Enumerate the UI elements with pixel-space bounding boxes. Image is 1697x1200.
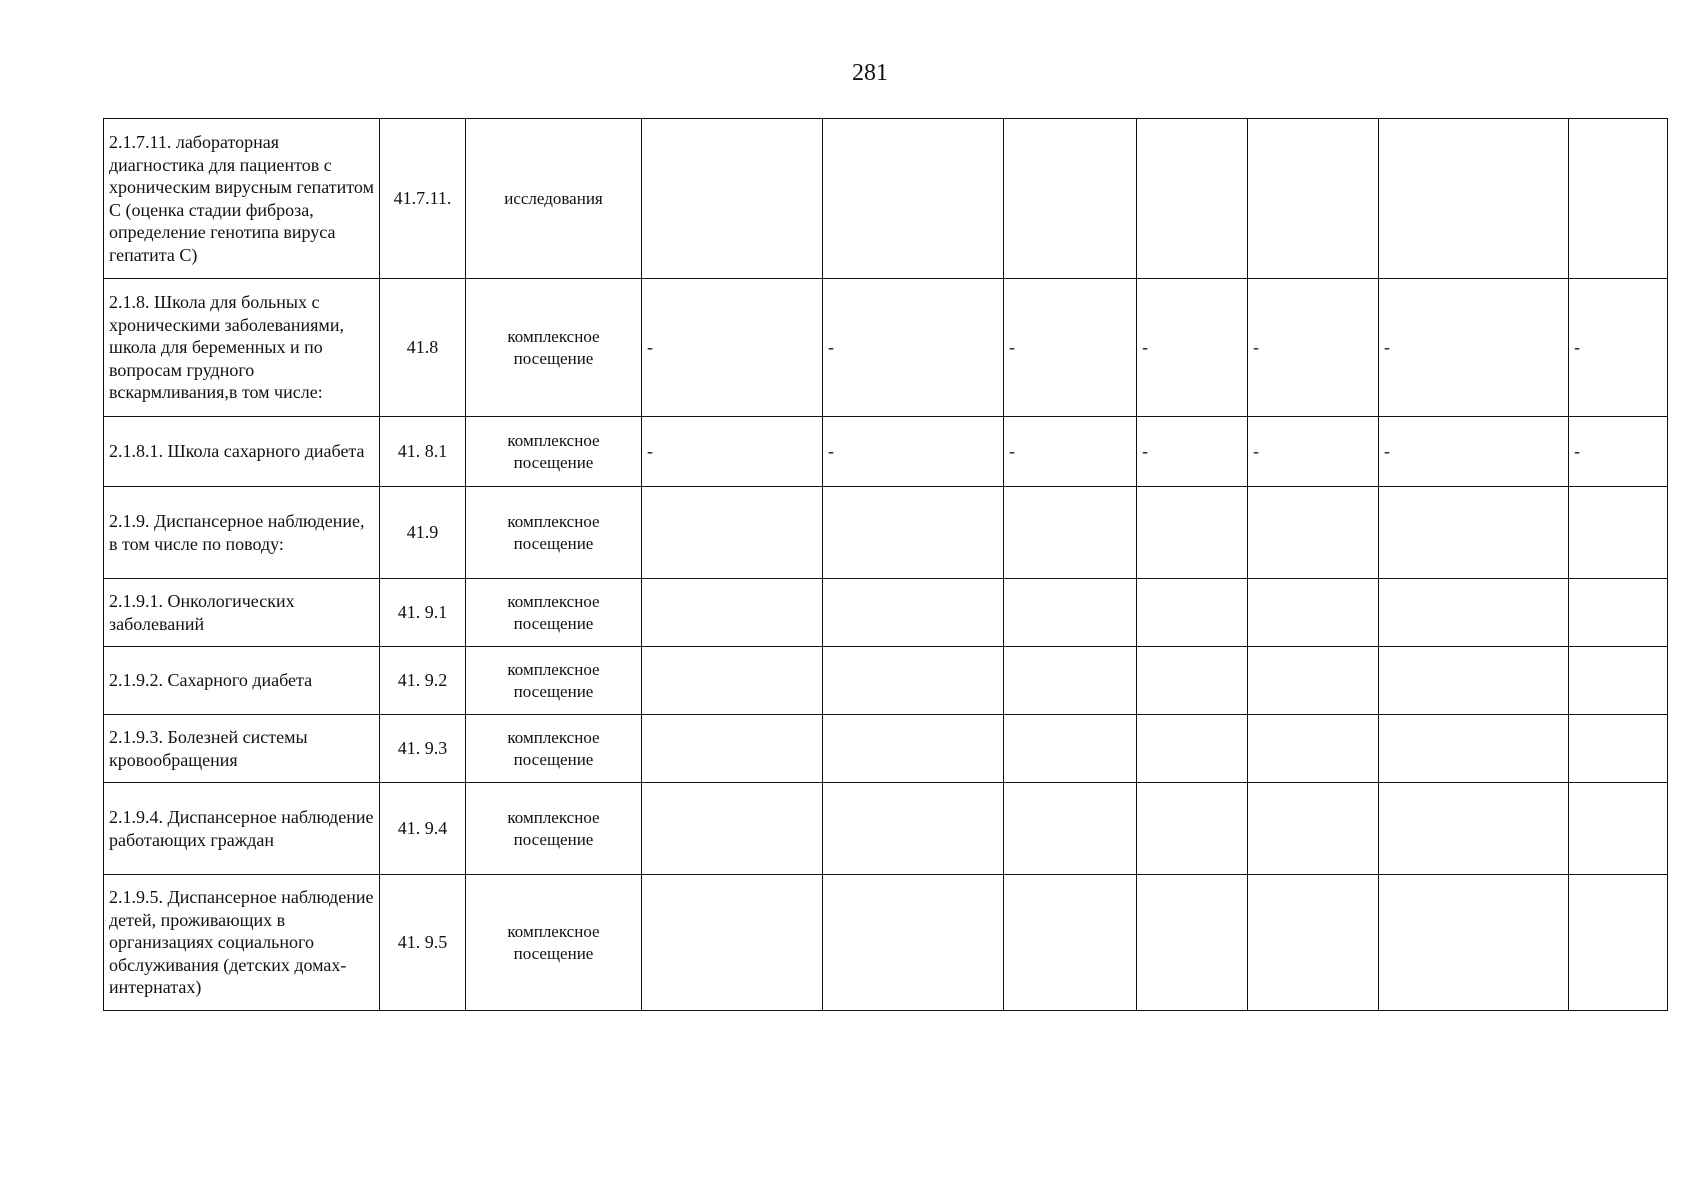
value-cell: - <box>1004 417 1137 487</box>
value-cell: - <box>1137 417 1248 487</box>
value-cell <box>642 647 823 715</box>
row-name: 2.1.9.3. Болезней системы кровообращения <box>104 715 380 783</box>
value-cell <box>1137 487 1248 579</box>
value-cell <box>1569 715 1668 783</box>
value-cell <box>823 647 1004 715</box>
table-row <box>104 647 1668 715</box>
row-name: 2.1.9. Диспансерное наблюдение, в том числе по поводу: <box>104 487 380 579</box>
value-cell <box>1137 715 1248 783</box>
value-cell <box>1248 579 1379 647</box>
row-name: 2.1.7.11. лабораторная диагностика для пациентов с хроническим вирусным гепатитом С (оценка стадии фиброза, определение генотипа вируса гепатита С) <box>104 119 380 279</box>
row-code: 41.8 <box>380 279 466 417</box>
value-cell <box>1004 119 1137 279</box>
value-cell <box>1379 715 1569 783</box>
value-cell: - <box>1248 279 1379 417</box>
value-cell <box>1569 783 1668 875</box>
value-cell <box>1379 119 1569 279</box>
value-cell <box>642 487 823 579</box>
value-cell <box>1004 715 1137 783</box>
row-unit: комплексное посещение <box>466 279 642 417</box>
page-number: 281 <box>852 60 888 86</box>
value-cell: - <box>1379 417 1569 487</box>
row-unit: комплексное посещение <box>466 715 642 783</box>
row-name: 2.1.9.4. Диспансерное наблюдение работающих граждан <box>104 783 380 875</box>
value-cell: - <box>1569 417 1668 487</box>
value-cell <box>1004 875 1137 1011</box>
value-cell <box>823 875 1004 1011</box>
value-cell <box>1248 875 1379 1011</box>
row-code: 41. 9.5 <box>380 875 466 1011</box>
value-cell <box>1004 579 1137 647</box>
row-name: 2.1.9.5. Диспансерное наблюдение детей, проживающих в организациях социального обслуживания (детских домах- интернатах) <box>104 875 380 1011</box>
table-row <box>104 119 1668 279</box>
row-code: 41. 9.2 <box>380 647 466 715</box>
row-code: 41. 9.1 <box>380 579 466 647</box>
row-code: 41. 8.1 <box>380 417 466 487</box>
value-cell: - <box>1569 279 1668 417</box>
value-cell <box>1379 487 1569 579</box>
row-code: 41.7.11. <box>380 119 466 279</box>
row-unit: исследования <box>466 119 642 279</box>
row-unit: комплексное посещение <box>466 783 642 875</box>
table-row <box>104 579 1668 647</box>
value-cell <box>642 715 823 783</box>
value-cell <box>823 715 1004 783</box>
value-cell <box>1569 875 1668 1011</box>
table-row <box>104 783 1668 875</box>
row-unit: комплексное посещение <box>466 579 642 647</box>
value-cell <box>1137 647 1248 715</box>
value-cell: - <box>642 279 823 417</box>
value-cell <box>1004 487 1137 579</box>
row-name: 2.1.9.2. Сахарного диабета <box>104 647 380 715</box>
value-cell <box>1569 579 1668 647</box>
value-cell <box>1004 647 1137 715</box>
value-cell <box>823 783 1004 875</box>
value-cell <box>1137 119 1248 279</box>
value-cell: - <box>823 279 1004 417</box>
table-row <box>104 487 1668 579</box>
value-cell <box>1379 579 1569 647</box>
table-row <box>104 279 1668 417</box>
row-name: 2.1.8.1. Школа сахарного диабета <box>104 417 380 487</box>
row-unit: комплексное посещение <box>466 417 642 487</box>
value-cell: - <box>1004 279 1137 417</box>
value-cell <box>823 487 1004 579</box>
value-cell <box>1569 487 1668 579</box>
value-cell <box>642 875 823 1011</box>
value-cell <box>1569 119 1668 279</box>
value-cell <box>1004 783 1137 875</box>
value-cell <box>1379 647 1569 715</box>
value-cell <box>823 579 1004 647</box>
value-cell <box>1248 783 1379 875</box>
value-cell <box>823 119 1004 279</box>
value-cell <box>642 119 823 279</box>
value-cell <box>642 783 823 875</box>
value-cell: - <box>1379 279 1569 417</box>
value-cell <box>1248 715 1379 783</box>
value-cell <box>1137 783 1248 875</box>
row-code: 41. 9.4 <box>380 783 466 875</box>
row-unit: комплексное посещение <box>466 875 642 1011</box>
row-name: 2.1.9.1. Онкологических заболеваний <box>104 579 380 647</box>
table-row <box>104 417 1668 487</box>
value-cell: - <box>1248 417 1379 487</box>
value-cell <box>1137 875 1248 1011</box>
report-table <box>103 118 1668 1011</box>
value-cell <box>1569 647 1668 715</box>
value-cell: - <box>642 417 823 487</box>
row-code: 41.9 <box>380 487 466 579</box>
value-cell <box>642 579 823 647</box>
row-code: 41. 9.3 <box>380 715 466 783</box>
row-unit: комплексное посещение <box>466 647 642 715</box>
row-unit: комплексное посещение <box>466 487 642 579</box>
value-cell <box>1379 783 1569 875</box>
value-cell: - <box>823 417 1004 487</box>
row-name: 2.1.8. Школа для больных с хроническими заболеваниями, школа для беременных и по вопросам грудного вскармливания,в том числе: <box>104 279 380 417</box>
value-cell <box>1248 119 1379 279</box>
table-row <box>104 715 1668 783</box>
value-cell <box>1379 875 1569 1011</box>
table-row <box>104 875 1668 1011</box>
value-cell <box>1248 647 1379 715</box>
value-cell <box>1137 579 1248 647</box>
value-cell: - <box>1137 279 1248 417</box>
value-cell <box>1248 487 1379 579</box>
